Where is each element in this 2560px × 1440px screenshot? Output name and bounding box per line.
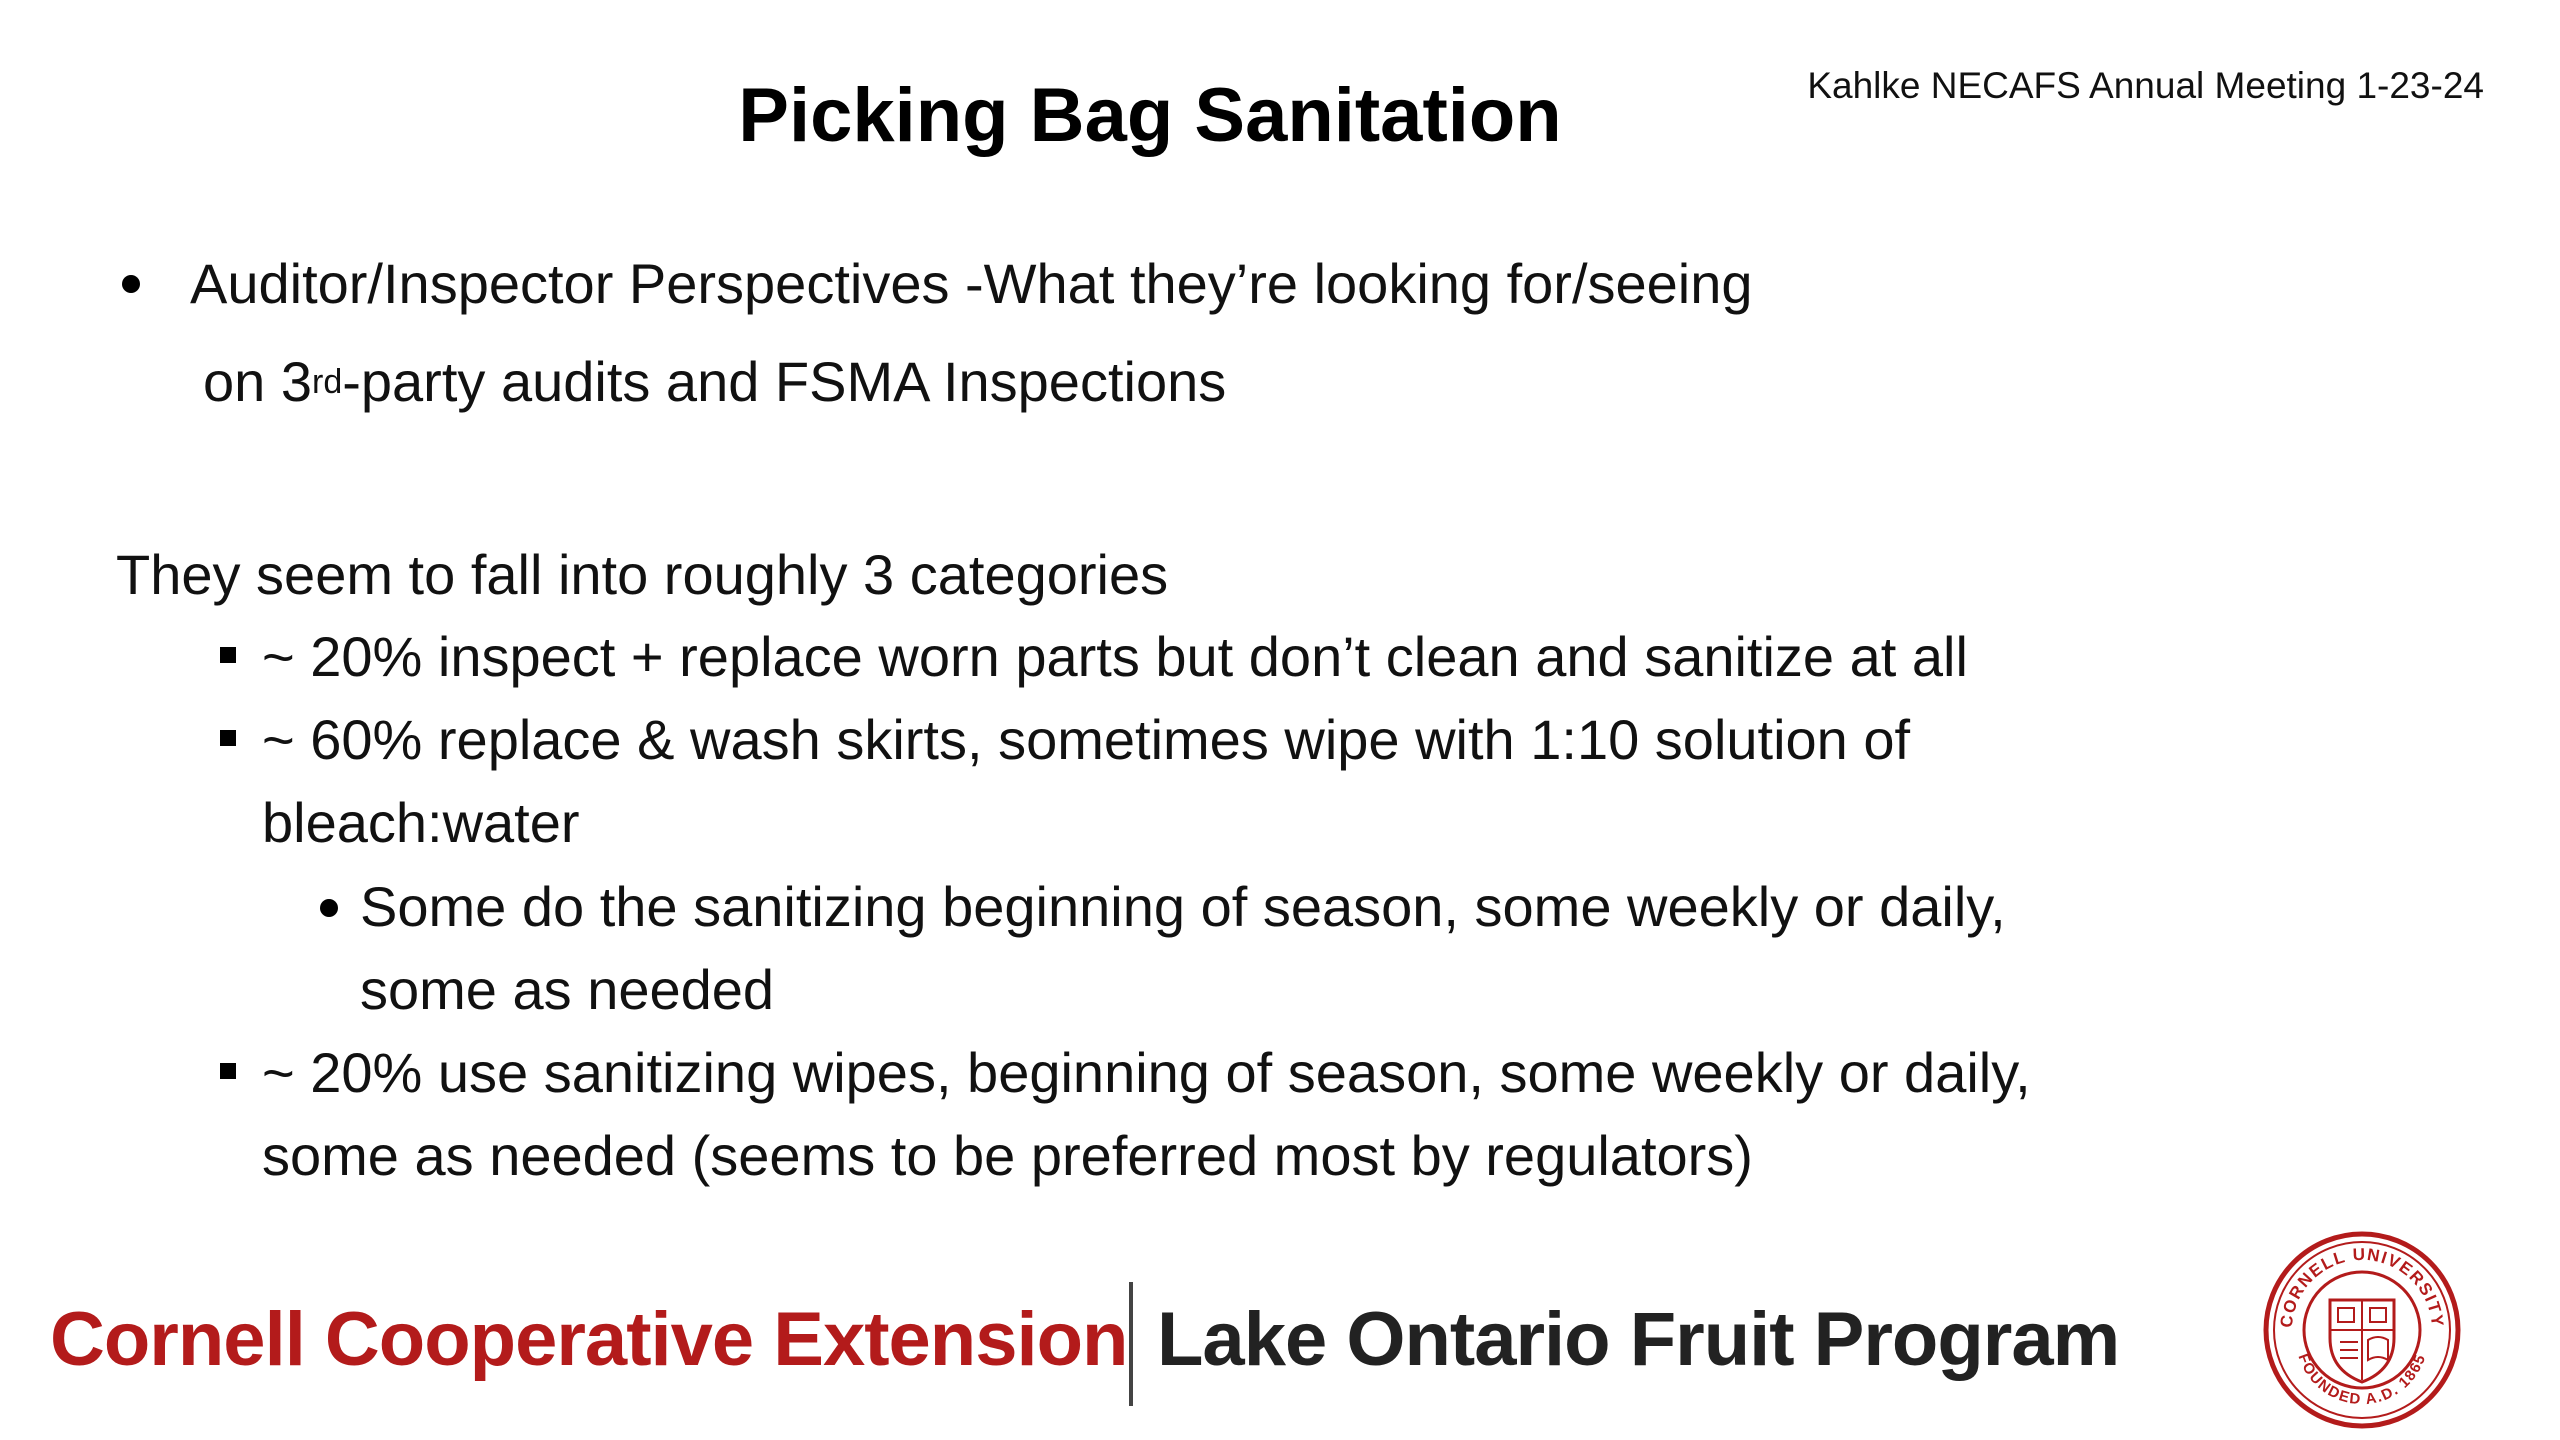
intro-line-1: Auditor/Inspector Perspectives -What they’re looking for/seeing [190,252,1753,315]
footer-program-name: Lake Ontario Fruit Program [1157,1297,2120,1382]
cornell-seal-logo [2262,1230,2462,1430]
category-item-2-line-2: bleach:water [262,791,580,854]
bullet-dot [122,275,140,293]
sub-item-line-2: some as needed [360,958,775,1021]
slide-title: Picking Bag Sanitation [738,73,1562,158]
footer-divider [1129,1282,1133,1406]
category-item-1: ~ 20% inspect + replace worn parts but don’t clean and sanitize at all [262,625,1968,688]
seal-text-top: CORNELL UNIVERSITY [2276,1244,2448,1329]
category-item-3-line-1: ~ 20% use sanitizing wipes, beginning of season, some weekly or daily, [262,1041,2031,1104]
meeting-note: Kahlke NECAFS Annual Meeting 1-23-24 [1807,65,2484,106]
categories-heading: They seem to fall into roughly 3 categories [116,543,1169,606]
intro-line-2-suffix: -party audits and FSMA Inspections [342,350,1227,413]
category-item-3-line-2: some as needed (seems to be preferred most by regulators) [262,1124,1753,1187]
bullet-square [220,1063,236,1079]
bullet-square [220,647,236,663]
bullet-dot [320,899,338,917]
intro-line-2-prefix: on 3 [203,350,312,413]
intro-line-2 [203,342,1226,422]
category-item-2-line-1: ~ 60% replace & wash skirts, sometimes wipe with 1:10 solution of [262,708,1911,771]
bullet-square [220,730,236,746]
footer-org-name: Cornell Cooperative Extension [50,1297,1128,1382]
seal-text-bottom: FOUNDED A.D. 1865 [2294,1351,2430,1409]
sub-item-line-1: Some do the sanitizing beginning of season, some weekly or daily, [360,875,2006,938]
superscript-rd: rd [312,363,343,401]
